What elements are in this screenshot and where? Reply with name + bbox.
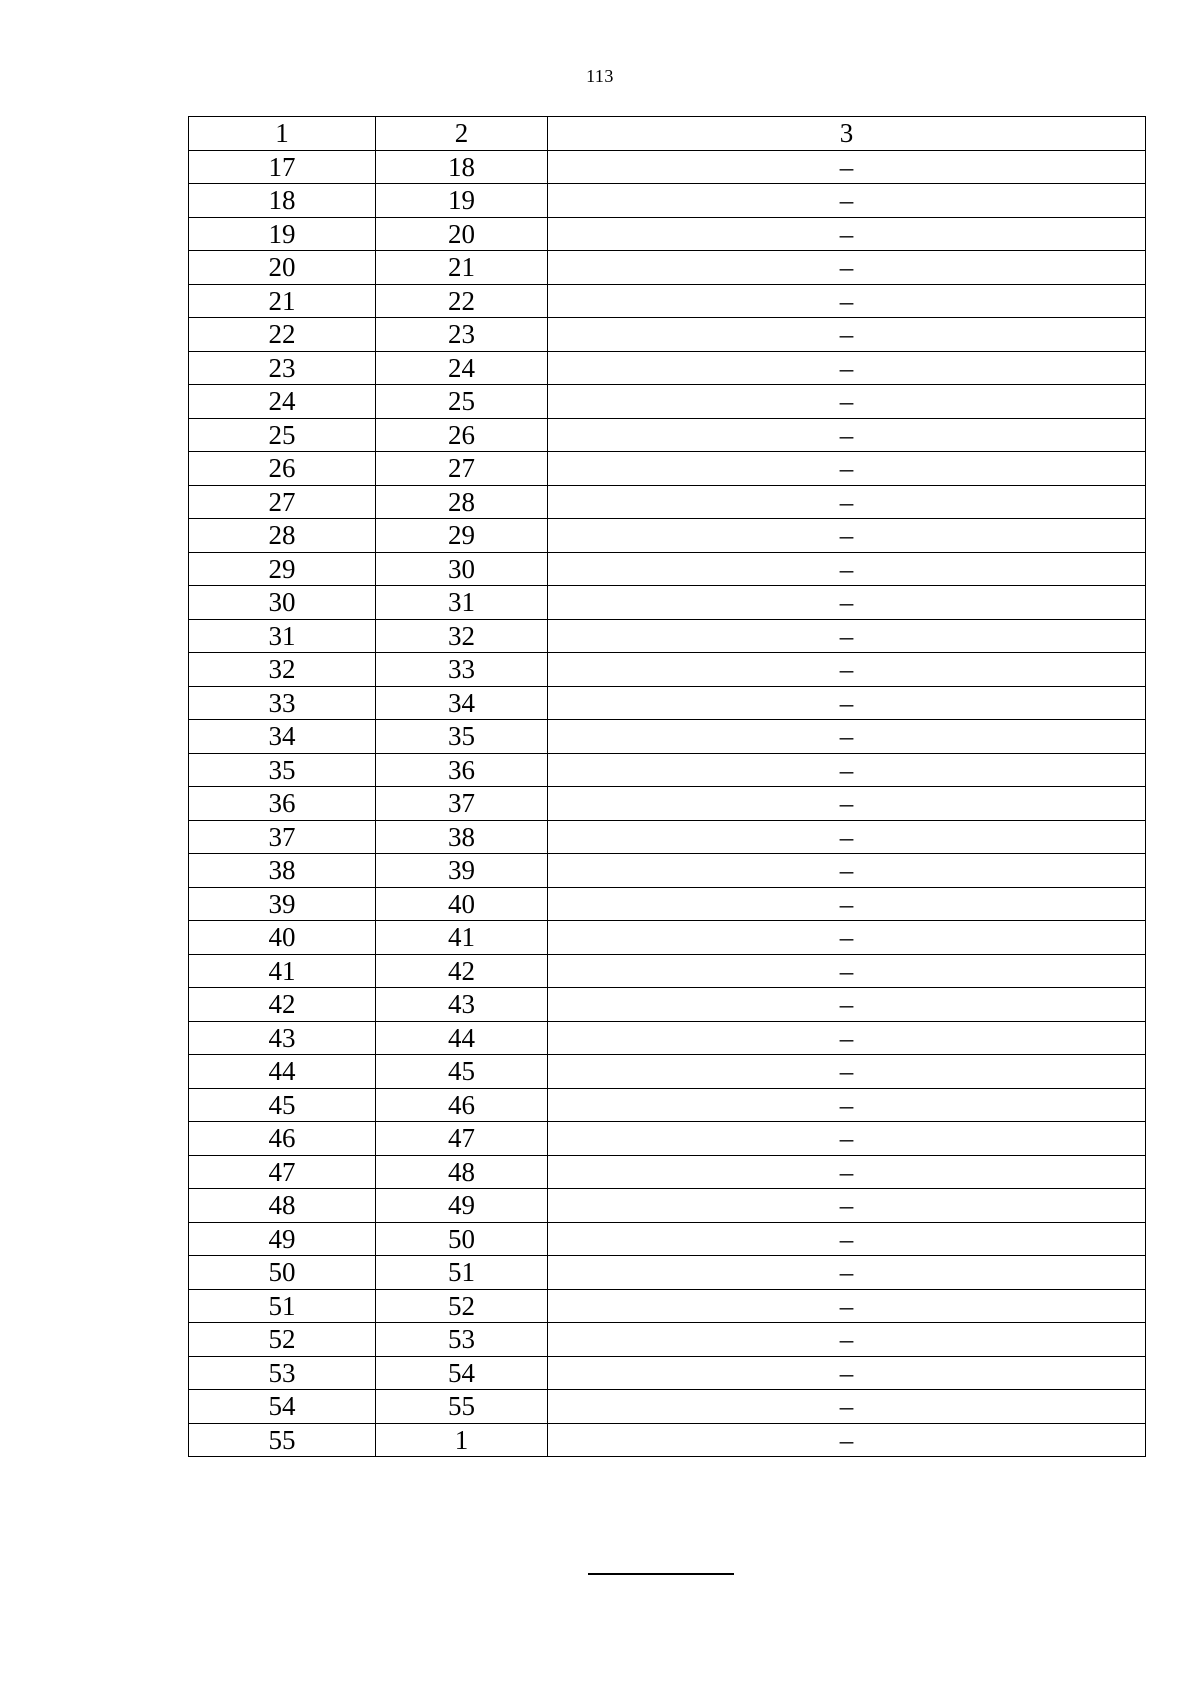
- table-header-row: [189, 117, 1146, 151]
- table-cell-col-1: 44: [189, 1055, 376, 1089]
- table-cell-col-3: –: [548, 1356, 1146, 1390]
- table-cell-col-2: 38: [376, 820, 548, 854]
- table-cell-col-3: –: [548, 1256, 1146, 1290]
- table-cell-col-1: 39: [189, 887, 376, 921]
- table-cell-col-1: 52: [189, 1323, 376, 1357]
- table-cell-col-3: –: [548, 686, 1146, 720]
- table-cell-col-1: 21: [189, 284, 376, 318]
- table-row: [189, 720, 1146, 754]
- table-cell-col-1: 48: [189, 1189, 376, 1223]
- table-cell-col-2: 41: [376, 921, 548, 955]
- table-row: [189, 351, 1146, 385]
- table-row: [189, 184, 1146, 218]
- table-cell-col-3: –: [548, 1390, 1146, 1424]
- table-cell-col-1: 54: [189, 1390, 376, 1424]
- table-cell-col-2: 28: [376, 485, 548, 519]
- table-cell-col-3: –: [548, 1423, 1146, 1457]
- table-cell-col-1: 31: [189, 619, 376, 653]
- table-cell-col-2: 18: [376, 150, 548, 184]
- table-cell-col-2: 47: [376, 1122, 548, 1156]
- table-cell-col-2: 23: [376, 318, 548, 352]
- table-cell-col-1: 55: [189, 1423, 376, 1457]
- table-row: [189, 284, 1146, 318]
- table-cell-col-2: 51: [376, 1256, 548, 1290]
- table-row: [189, 753, 1146, 787]
- table-cell-col-2: 27: [376, 452, 548, 486]
- table-cell-col-1: 53: [189, 1356, 376, 1390]
- table-cell-col-1: 51: [189, 1289, 376, 1323]
- table-cell-col-2: 25: [376, 385, 548, 419]
- table-cell-col-3: –: [548, 519, 1146, 553]
- table-row: [189, 1189, 1146, 1223]
- table-cell-col-2: 45: [376, 1055, 548, 1089]
- table-cell-col-2: 37: [376, 787, 548, 821]
- table-row: [189, 1423, 1146, 1457]
- table-row: [189, 519, 1146, 553]
- page-number: 113: [586, 66, 614, 86]
- table-cell-col-3: –: [548, 1021, 1146, 1055]
- table-row: [189, 820, 1146, 854]
- table-row: [189, 1155, 1146, 1189]
- table-cell-col-1: 19: [189, 217, 376, 251]
- table-body: [189, 117, 1146, 1457]
- table-cell-col-2: 36: [376, 753, 548, 787]
- table-cell-col-2: 19: [376, 184, 548, 218]
- table-row: [189, 452, 1146, 486]
- table-cell-col-2: 26: [376, 418, 548, 452]
- table-cell-col-2: 34: [376, 686, 548, 720]
- table-row: [189, 854, 1146, 888]
- table-cell-col-3: –: [548, 150, 1146, 184]
- table-cell-col-1: 23: [189, 351, 376, 385]
- table-cell-col-3: –: [548, 251, 1146, 285]
- table-cell-col-3: –: [548, 418, 1146, 452]
- table-cell-col-3: –: [548, 318, 1146, 352]
- table-row: [189, 921, 1146, 955]
- table-cell-col-2: 1: [376, 1423, 548, 1457]
- data-table: [188, 116, 1146, 1457]
- table-cell-col-1: 25: [189, 418, 376, 452]
- table-cell-col-3: –: [548, 351, 1146, 385]
- table-cell-col-3: –: [548, 452, 1146, 486]
- table-row: [189, 485, 1146, 519]
- table-cell-col-3: –: [548, 820, 1146, 854]
- table-cell-col-2: 39: [376, 854, 548, 888]
- table-cell-col-3: –: [548, 1289, 1146, 1323]
- table-cell-col-2: 29: [376, 519, 548, 553]
- table-cell-col-1: 50: [189, 1256, 376, 1290]
- table-cell-col-1: 32: [189, 653, 376, 687]
- table-cell-col-2: 49: [376, 1189, 548, 1223]
- table-cell-col-1: 22: [189, 318, 376, 352]
- table-cell-col-2: 55: [376, 1390, 548, 1424]
- table-cell-col-3: –: [548, 485, 1146, 519]
- table-row: [189, 1390, 1146, 1424]
- table-cell-col-3: –: [548, 887, 1146, 921]
- table-cell-col-3: –: [548, 184, 1146, 218]
- table-cell-col-3: –: [548, 1189, 1146, 1223]
- table-cell-col-2: 30: [376, 552, 548, 586]
- table-cell-col-2: 54: [376, 1356, 548, 1390]
- table-cell-col-1: 17: [189, 150, 376, 184]
- footer-rule: [588, 1573, 734, 1575]
- table-cell-col-1: 30: [189, 586, 376, 620]
- table-cell-col-1: 33: [189, 686, 376, 720]
- table-row: [189, 1088, 1146, 1122]
- table-cell-col-1: 26: [189, 452, 376, 486]
- table-cell-col-2: 42: [376, 954, 548, 988]
- table-cell-col-2: 44: [376, 1021, 548, 1055]
- table-row: [189, 686, 1146, 720]
- table-cell-col-3: –: [548, 1122, 1146, 1156]
- table-cell-col-3: –: [548, 720, 1146, 754]
- table-cell-col-2: 21: [376, 251, 548, 285]
- table-cell-col-2: 52: [376, 1289, 548, 1323]
- table-cell-col-1: 37: [189, 820, 376, 854]
- table-cell-col-3: –: [548, 284, 1146, 318]
- table-cell-col-2: 43: [376, 988, 548, 1022]
- table-cell-col-1: 27: [189, 485, 376, 519]
- header-cell-col-3: 3: [548, 117, 1146, 151]
- table-row: [189, 1055, 1146, 1089]
- table-cell-col-3: –: [548, 921, 1146, 955]
- table-cell-col-1: 20: [189, 251, 376, 285]
- table-cell-col-2: 22: [376, 284, 548, 318]
- table-row: [189, 318, 1146, 352]
- table-cell-col-1: 42: [189, 988, 376, 1022]
- table-row: [189, 1222, 1146, 1256]
- table-cell-col-2: 31: [376, 586, 548, 620]
- table-cell-col-3: –: [548, 385, 1146, 419]
- table-cell-col-1: 29: [189, 552, 376, 586]
- table-cell-col-3: –: [548, 988, 1146, 1022]
- table-cell-col-3: –: [548, 1323, 1146, 1357]
- table-row: [189, 988, 1146, 1022]
- table-cell-col-1: 49: [189, 1222, 376, 1256]
- table-row: [189, 385, 1146, 419]
- table-cell-col-3: –: [548, 1055, 1146, 1089]
- table-row: [189, 954, 1146, 988]
- table-cell-col-3: –: [548, 753, 1146, 787]
- table-cell-col-1: 35: [189, 753, 376, 787]
- table-cell-col-3: –: [548, 1088, 1146, 1122]
- table-cell-col-1: 40: [189, 921, 376, 955]
- table-cell-col-2: 50: [376, 1222, 548, 1256]
- table-cell-col-1: 24: [189, 385, 376, 419]
- table-cell-col-1: 43: [189, 1021, 376, 1055]
- table-row: [189, 150, 1146, 184]
- header-cell-col-1: 1: [189, 117, 376, 151]
- table-cell-col-3: –: [548, 619, 1146, 653]
- table-cell-col-1: 38: [189, 854, 376, 888]
- table-row: [189, 787, 1146, 821]
- table-row: [189, 653, 1146, 687]
- table-row: [189, 586, 1146, 620]
- table-cell-col-3: –: [548, 954, 1146, 988]
- table-row: [189, 1356, 1146, 1390]
- table-row: [189, 1122, 1146, 1156]
- table-cell-col-1: 36: [189, 787, 376, 821]
- table-cell-col-1: 34: [189, 720, 376, 754]
- table-cell-col-2: 33: [376, 653, 548, 687]
- table-cell-col-3: –: [548, 586, 1146, 620]
- table-cell-col-1: 28: [189, 519, 376, 553]
- table-row: [189, 1256, 1146, 1290]
- table-cell-col-2: 24: [376, 351, 548, 385]
- table-row: [189, 1289, 1146, 1323]
- table-row: [189, 418, 1146, 452]
- table-row: [189, 552, 1146, 586]
- table-cell-col-3: –: [548, 1222, 1146, 1256]
- header-cell-col-2: 2: [376, 117, 548, 151]
- table-row: [189, 619, 1146, 653]
- table-cell-col-1: 46: [189, 1122, 376, 1156]
- table-cell-col-3: –: [548, 854, 1146, 888]
- table-cell-col-3: –: [548, 787, 1146, 821]
- table-row: [189, 1323, 1146, 1357]
- table-cell-col-2: 35: [376, 720, 548, 754]
- table-row: [189, 1021, 1146, 1055]
- table-cell-col-2: 53: [376, 1323, 548, 1357]
- table-cell-col-3: –: [548, 217, 1146, 251]
- table-cell-col-1: 18: [189, 184, 376, 218]
- table-cell-col-2: 46: [376, 1088, 548, 1122]
- table-row: [189, 251, 1146, 285]
- table-cell-col-3: –: [548, 653, 1146, 687]
- table-cell-col-1: 47: [189, 1155, 376, 1189]
- table-cell-col-1: 45: [189, 1088, 376, 1122]
- table-cell-col-1: 41: [189, 954, 376, 988]
- table-cell-col-2: 32: [376, 619, 548, 653]
- table-row: [189, 217, 1146, 251]
- table-cell-col-3: –: [548, 1155, 1146, 1189]
- table-cell-col-2: 40: [376, 887, 548, 921]
- table-cell-col-2: 48: [376, 1155, 548, 1189]
- table-cell-col-2: 20: [376, 217, 548, 251]
- table-row: [189, 887, 1146, 921]
- table-cell-col-3: –: [548, 552, 1146, 586]
